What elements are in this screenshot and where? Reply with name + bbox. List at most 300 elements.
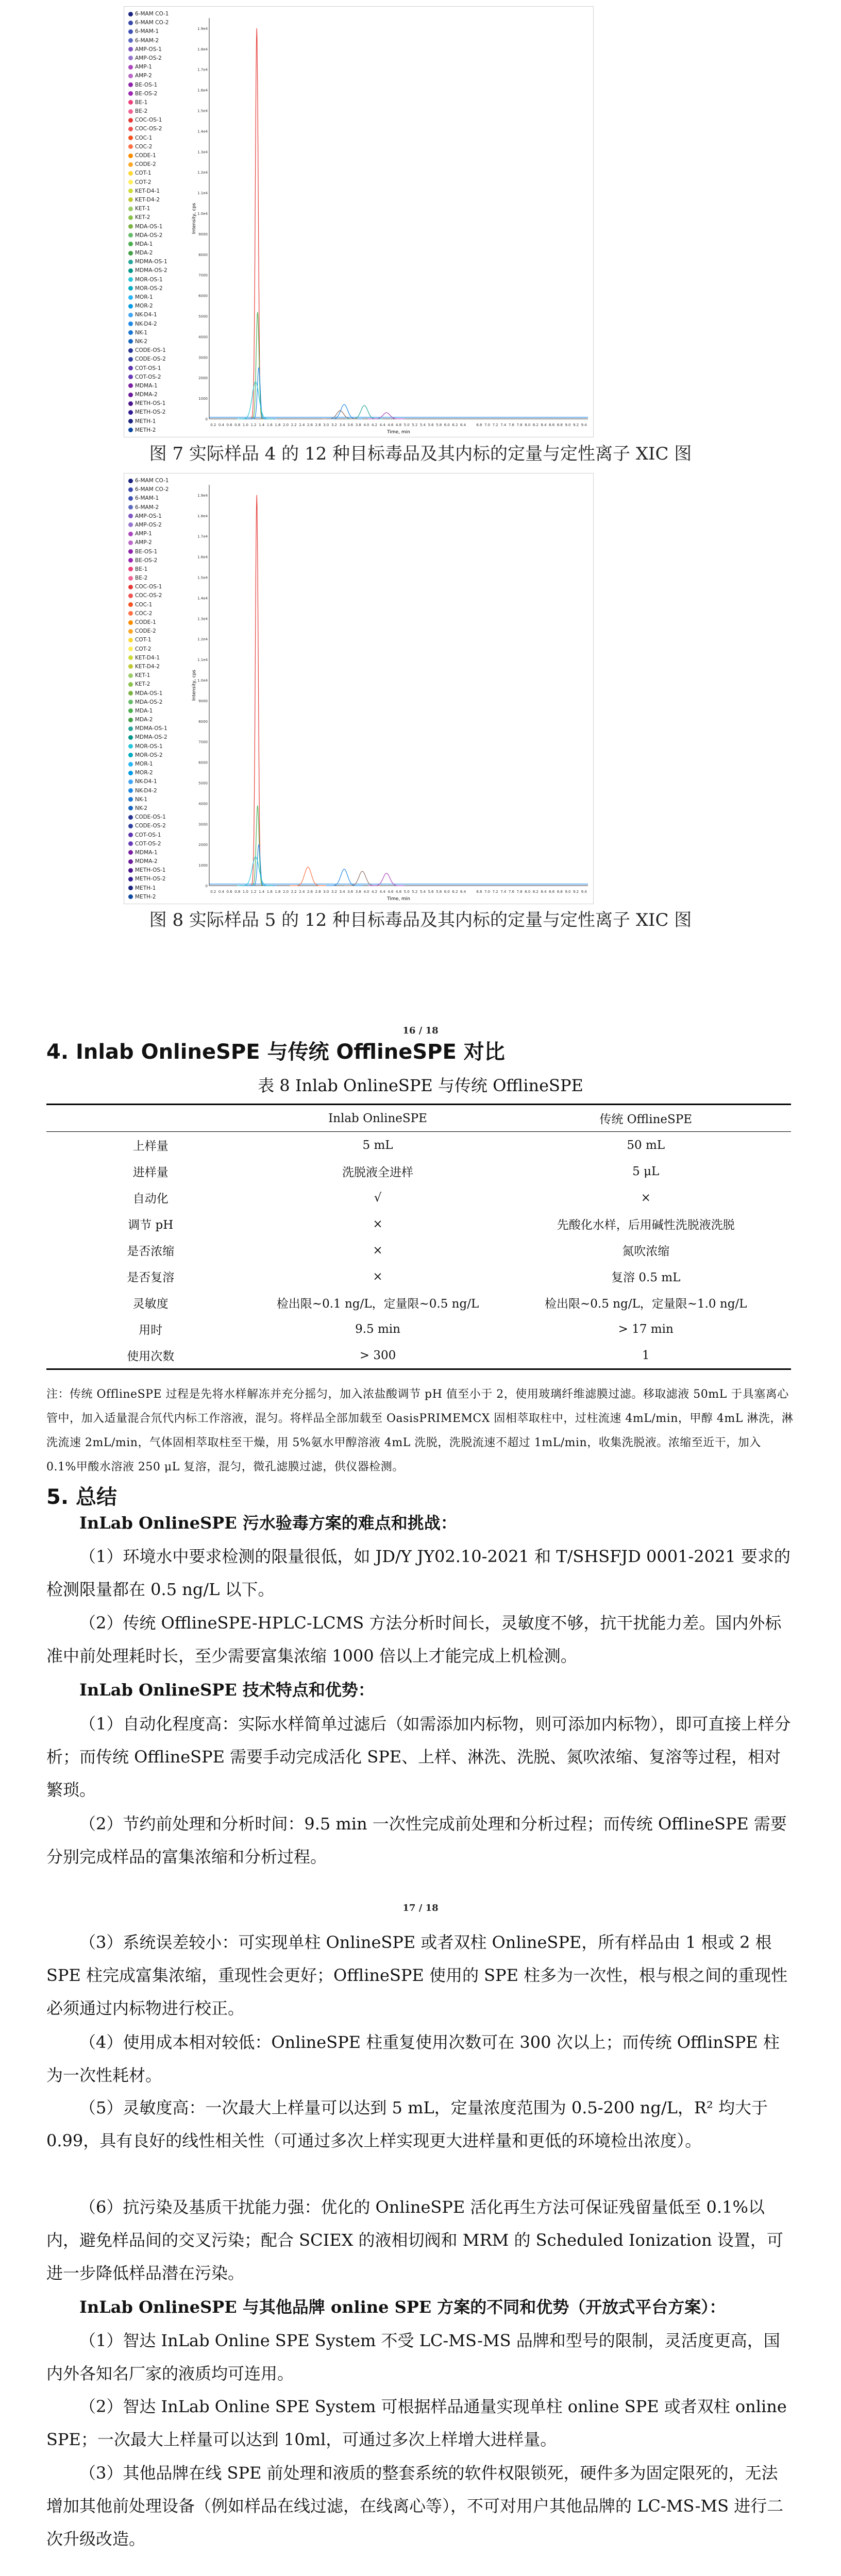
legend-label: AMP-1 xyxy=(135,531,152,537)
legend-swatch-icon xyxy=(128,522,133,527)
x-tick-label: 1.2 xyxy=(250,890,257,894)
header-cell: 传统 OfflineSPE xyxy=(599,1113,693,1126)
x-tick-label: 0.2 xyxy=(210,423,216,427)
legend-label: KET-D4-1 xyxy=(135,188,160,194)
legend-swatch-icon xyxy=(128,127,133,131)
x-tick-label: 7.8 xyxy=(516,423,523,427)
legend-label: CODE-OS-2 xyxy=(135,356,166,363)
table-note: 注：传统 OfflineSPE 过程是先将水样解冻并充分摇匀，加入浓盐酸调节 pH 值至小于 2，使用玻璃纤维滤膜过滤。移取滤液 50mL 于具塞离心管中，加入适量混合氘代内标工作溶液，混匀。将样品全部加载至 OasisPRIMEMCX 固相萃取柱中，过柱流速 4mL/min，甲醇 4mL 淋洗，淋洗流速 2mL/min，气体固相萃取柱至干燥，用 5%氨水甲醇溶液 4mL 洗脱，洗脱流速不超过 1mL/min，收集洗脱液。浓缩至近干，加入 0.1%甲酸水溶液 250 μL 复溶，混匀，微孔滤膜过滤，供仪器检测。 xyxy=(46,1388,794,1473)
legend-item xyxy=(128,663,206,671)
legend-swatch-icon xyxy=(128,144,133,149)
x-tick-label: 0.4 xyxy=(218,423,225,427)
legend-item xyxy=(128,116,206,125)
table-cell: 5 mL xyxy=(362,1138,393,1152)
legend-label: AMP-OS-2 xyxy=(135,55,162,61)
legend-item xyxy=(128,645,206,654)
x-tick-label: 4.4 xyxy=(379,890,385,894)
y-tick-label: 2000 xyxy=(198,376,208,381)
legend-item xyxy=(128,178,206,187)
table-cell: 调节 pH xyxy=(128,1218,174,1232)
x-tick-label: 8.2 xyxy=(532,890,539,894)
paragraph: （3）系统误差较小：可实现单柱 OnlineSPE 或者双柱 OnlineSPE，所有样品由 1 根或 2 根 SPE 柱完成富集浓缩，重现性会更好；OfflineSPE 使用的 SPE 柱多为一次性，根与根之间的重现性必须通过内标物进行校正。 xyxy=(46,1933,788,2018)
x-tick-label: 2.8 xyxy=(315,890,321,894)
y-tick-label: 4000 xyxy=(198,802,208,806)
legend-item xyxy=(128,37,206,45)
legend-item xyxy=(128,804,206,813)
y-tick-label: 8000 xyxy=(198,252,208,257)
legend-item xyxy=(128,707,206,716)
x-tick-label: 6.2 xyxy=(452,890,458,894)
legend-label: 6-MAM-1 xyxy=(135,495,159,502)
page-number-16: 16 / 18 xyxy=(402,1025,439,1036)
x-tick-label: 4.0 xyxy=(363,890,369,894)
x-tick-label: 3.4 xyxy=(339,890,345,894)
y-tick-label: 1.9e4 xyxy=(197,26,208,31)
legend-swatch-icon xyxy=(128,268,133,273)
x-tick-label: 5.2 xyxy=(412,890,418,894)
legend-item xyxy=(128,284,206,293)
x-tick-label: 2.8 xyxy=(315,423,321,427)
x-tick-label: 2.0 xyxy=(282,890,289,894)
legend-swatch-icon xyxy=(128,894,133,899)
table-cell: × xyxy=(373,1269,383,1283)
legend-swatch-icon xyxy=(128,496,133,501)
y-tick-label: 3000 xyxy=(198,355,208,360)
legend-item xyxy=(128,346,206,355)
legend-label: BE-1 xyxy=(135,99,148,106)
legend-label: MDA-1 xyxy=(135,707,153,714)
legend-swatch-icon xyxy=(128,726,133,731)
legend-swatch-icon xyxy=(128,233,133,238)
y-tick-label: 9000 xyxy=(198,699,208,703)
legend-swatch-icon xyxy=(128,655,133,660)
legend-label: 6-MAM CO-2 xyxy=(135,486,169,493)
y-tick-label: 1.0e4 xyxy=(197,679,208,683)
y-tick-label: 9000 xyxy=(198,232,208,236)
series-peak-meth-1 xyxy=(368,413,405,419)
legend-item xyxy=(128,689,206,698)
legend-label: AMP-1 xyxy=(135,64,152,71)
legend-swatch-icon xyxy=(128,611,133,616)
legend-label: COT-1 xyxy=(135,170,152,177)
x-tick-label: 8.4 xyxy=(541,890,547,894)
legend-label: MDA-1 xyxy=(135,241,153,247)
table-row xyxy=(46,1158,791,1184)
legend-swatch-icon xyxy=(128,788,133,793)
legend-swatch-icon xyxy=(128,357,133,362)
legend-item xyxy=(128,98,206,107)
x-tick-label: 1.4 xyxy=(259,423,265,427)
legend-item xyxy=(128,671,206,680)
x-tick-label: 5.0 xyxy=(403,423,410,427)
legend-swatch-icon xyxy=(128,620,133,625)
legend-swatch-icon xyxy=(128,135,133,140)
legend-swatch-icon xyxy=(128,82,133,87)
x-tick-label: 5.0 xyxy=(403,890,410,894)
legend-swatch-icon xyxy=(128,558,133,563)
legend-swatch-icon xyxy=(128,735,133,740)
x-tick-label: 9.2 xyxy=(573,890,579,894)
legend-swatch-icon xyxy=(128,841,133,846)
legend-item xyxy=(128,151,206,160)
legend-label: MOR-2 xyxy=(135,303,153,310)
y-axis-label: Intensity, cps xyxy=(192,202,197,234)
x-tick-label: 4.6 xyxy=(388,890,394,894)
legend-swatch-icon xyxy=(128,549,133,554)
legend-swatch-icon xyxy=(128,242,133,246)
legend-swatch-icon xyxy=(128,189,133,193)
legend-label: BE-OS-2 xyxy=(135,90,158,97)
table-cell: 检出限~0.5 ng/L，定量限~1.0 ng/L xyxy=(545,1297,747,1311)
legend-item xyxy=(128,169,206,178)
legend-swatch-icon xyxy=(128,91,133,96)
legend-swatch-icon xyxy=(128,833,133,837)
legend-label: NK-D4-2 xyxy=(135,320,157,327)
legend-swatch-icon xyxy=(128,806,133,810)
y-tick-label: 2000 xyxy=(198,843,208,848)
legend-swatch-icon xyxy=(128,197,133,202)
legend-item xyxy=(128,355,206,364)
x-tick-label: 8.8 xyxy=(557,423,563,427)
legend-label: COT-2 xyxy=(135,646,152,652)
legend-label: 6-MAM CO-1 xyxy=(135,478,169,484)
comparison-table xyxy=(46,1104,791,1370)
x-tick-label: 8.2 xyxy=(532,423,539,427)
table-row xyxy=(46,1290,791,1316)
y-tick-label: 0 xyxy=(205,884,208,888)
legend-swatch-icon xyxy=(128,682,133,687)
legend-swatch-icon xyxy=(128,886,133,890)
x-tick-label: 7.0 xyxy=(484,890,491,894)
subheading-challenges: InLab OnlineSPE 污水验毒方案的难点和挑战： xyxy=(79,1513,457,1533)
table-cell: 先酸化水样，后用碱性洗脱液洗脱 xyxy=(557,1218,735,1232)
legend-swatch-icon xyxy=(128,38,133,43)
x-tick-label: 1.8 xyxy=(275,890,281,894)
x-tick-label: 1.8 xyxy=(275,423,281,427)
legend-swatch-icon xyxy=(128,771,133,775)
x-tick-label: 4.6 xyxy=(388,423,394,427)
legend-label: COC-OS-1 xyxy=(135,117,162,124)
legend-item xyxy=(128,196,206,205)
table-cell: 洗脱液全进样 xyxy=(342,1166,414,1179)
legend-swatch-icon xyxy=(128,700,133,704)
x-tick-label: 6.8 xyxy=(476,423,482,427)
y-tick-label: 6000 xyxy=(198,760,208,765)
legend-label: CODE-1 xyxy=(135,152,156,159)
table-cell: × xyxy=(373,1217,383,1231)
x-tick-label: 3.6 xyxy=(347,890,354,894)
legend-label: CODE-OS-1 xyxy=(135,814,166,821)
legend-item xyxy=(128,240,206,249)
legend-label: NK-D4-1 xyxy=(135,778,157,785)
x-tick-label: 0.4 xyxy=(218,890,225,894)
x-tick-label: 8.4 xyxy=(541,423,547,427)
x-axis-label: Time, min xyxy=(387,430,410,435)
legend-item xyxy=(128,364,206,373)
x-tick-label: 4.8 xyxy=(395,890,402,894)
table-row xyxy=(46,1184,791,1211)
legend-item xyxy=(128,724,206,733)
x-tick-label: 1.6 xyxy=(266,423,273,427)
legend-item xyxy=(128,10,206,19)
legend-item xyxy=(128,849,206,857)
legend-swatch-icon xyxy=(128,576,133,581)
x-tick-label: 6.4 xyxy=(460,890,466,894)
x-tick-label: 9.0 xyxy=(565,423,571,427)
legend-label: MDMA-1 xyxy=(135,382,158,389)
legend-swatch-icon xyxy=(128,251,133,256)
legend-item xyxy=(128,875,206,884)
y-tick-label: 1.7e4 xyxy=(197,534,208,539)
x-tick-label: 9.0 xyxy=(565,890,571,894)
y-axis-label: Intensity, cps xyxy=(192,669,197,701)
legend-label: NK-1 xyxy=(135,329,148,336)
legend-label: NK-D4-1 xyxy=(135,312,157,318)
legend-label: AMP-OS-2 xyxy=(135,521,162,528)
legend-item xyxy=(128,574,206,583)
legend-swatch-icon xyxy=(128,815,133,820)
table-cell: 氮吹浓缩 xyxy=(622,1245,670,1258)
legend-swatch-icon xyxy=(128,260,133,264)
legend-swatch-icon xyxy=(128,410,133,415)
series-peak-mor-1 xyxy=(240,312,276,419)
legend-item xyxy=(128,716,206,724)
x-tick-label: 6.2 xyxy=(452,423,458,427)
chart-legend-2 xyxy=(128,477,206,902)
series-peak-mda-1 xyxy=(326,404,362,419)
table-cell: 复溶 0.5 mL xyxy=(611,1271,681,1284)
y-tick-label: 4000 xyxy=(198,335,208,340)
x-tick-label: 5.8 xyxy=(436,423,442,427)
legend-swatch-icon xyxy=(128,12,133,16)
legend-item xyxy=(128,249,206,258)
legend-item xyxy=(128,512,206,521)
x-tick-label: 3.0 xyxy=(323,890,329,894)
legend-label: MOR-1 xyxy=(135,294,153,300)
header-cell xyxy=(46,1105,255,1132)
y-tick-label: 1.2e4 xyxy=(197,171,208,175)
y-tick-label: 1.3e4 xyxy=(197,617,208,621)
legend-swatch-icon xyxy=(128,339,133,344)
legend-label: METH-OS-2 xyxy=(135,409,166,416)
legend-label: NK-2 xyxy=(135,805,148,811)
legend-label: MOR-2 xyxy=(135,770,153,776)
table-cell: 检出限~0.1 ng/L，定量限~0.5 ng/L xyxy=(276,1297,479,1311)
legend-item xyxy=(128,893,206,902)
y-tick-label: 1.6e4 xyxy=(197,88,208,93)
legend-label: METH-1 xyxy=(135,885,156,891)
x-tick-label: 2.0 xyxy=(282,423,289,427)
legend-label: AMP-OS-1 xyxy=(135,46,162,53)
legend-item xyxy=(128,187,206,196)
paragraph: （2）智达 InLab Online SPE System 可根据样品通量实现单柱 online SPE 或者双柱 online SPE；一次最大上样量可以达到 10ml，可通过多次上样增大进样量。 xyxy=(46,2397,787,2449)
table-header-row xyxy=(46,1105,791,1132)
legend-item xyxy=(128,556,206,565)
legend-item xyxy=(128,223,206,231)
x-tick-label: 6.0 xyxy=(444,423,450,427)
legend-item xyxy=(128,840,206,849)
legend-label: AMP-OS-1 xyxy=(135,513,162,519)
y-tick-label: 1.8e4 xyxy=(197,47,208,52)
legend-item xyxy=(128,258,206,266)
legend-item xyxy=(128,408,206,417)
legend-label: 6-MAM-2 xyxy=(135,37,159,44)
legend-label: METH-2 xyxy=(135,893,156,900)
x-tick-label: 1.0 xyxy=(242,423,248,427)
legend-label: MOR-OS-2 xyxy=(135,752,163,758)
paragraph: （1）环境水中要求检测的限量很低，如 JD/Y JY02.10-2021 和 T/SHSFJD 0001-2021 要求的检测限量都在 0.5 ng/L 以下。 xyxy=(46,1547,790,1599)
x-tick-label: 3.8 xyxy=(355,423,361,427)
series-peak-6-mam-co-1 xyxy=(239,28,275,419)
x-tick-label: 5.8 xyxy=(436,890,442,894)
x-tick-label: 6.8 xyxy=(476,890,482,894)
legend-item xyxy=(128,822,206,831)
legend-label: KET-D4-2 xyxy=(135,196,160,203)
legend-item xyxy=(128,627,206,636)
section4-title: 4. Inlab OnlineSPE 与传统 OfflineSPE 对比 xyxy=(46,1040,505,1064)
subheading-advantages: InLab OnlineSPE 技术特点和优势： xyxy=(79,1680,375,1700)
legend-swatch-icon xyxy=(128,393,133,397)
x-tick-label: 6.0 xyxy=(444,890,450,894)
legend-swatch-icon xyxy=(128,313,133,317)
legend-swatch-icon xyxy=(128,215,133,220)
legend-label: CODE-2 xyxy=(135,161,156,168)
legend-label: METH-2 xyxy=(135,427,156,433)
x-tick-label: 7.2 xyxy=(492,890,498,894)
legend-swatch-icon xyxy=(128,602,133,607)
table-cell: 进样量 xyxy=(132,1166,169,1179)
xic-chart-sample5 xyxy=(124,473,594,904)
x-tick-label: 7.2 xyxy=(492,423,498,427)
legend-swatch-icon xyxy=(128,585,133,589)
y-tick-label: 1.9e4 xyxy=(197,493,208,498)
table-cell: 5 μL xyxy=(632,1164,660,1178)
legend-item xyxy=(128,601,206,609)
legend-item xyxy=(128,266,206,275)
paragraph: （5）灵敏度高：一次最大上样量可以达到 5 mL，定量浓度范围为 0.5-200 ng/L，R² 均大于 0.99，具有良好的线性相关性（可通过多次上样实现更大进样量和更低的环境检出浓度）。 xyxy=(46,2098,768,2150)
x-tick-label: 0.8 xyxy=(234,423,241,427)
legend-swatch-icon xyxy=(128,505,133,510)
legend-label: KET-D4-1 xyxy=(135,654,160,661)
legend-label: MDA-OS-2 xyxy=(135,699,163,705)
table-cell: > 300 xyxy=(359,1348,396,1362)
legend-item xyxy=(128,81,206,90)
legend-label: COT-1 xyxy=(135,637,152,643)
chart-legend-1 xyxy=(128,10,206,435)
table-cell: 是否复溶 xyxy=(127,1271,175,1284)
x-tick-label: 1.0 xyxy=(242,890,248,894)
legend-item xyxy=(128,337,206,346)
legend-label: COT-OS-2 xyxy=(135,840,161,847)
x-tick-label: 6.4 xyxy=(460,423,466,427)
y-tick-label: 7000 xyxy=(198,740,208,744)
legend-item xyxy=(128,45,206,54)
x-tick-label: 2.6 xyxy=(307,890,313,894)
legend-item xyxy=(128,426,206,435)
legend-swatch-icon xyxy=(128,797,133,802)
legend-label: MDMA-OS-2 xyxy=(135,267,167,274)
y-tick-label: 1.2e4 xyxy=(197,637,208,642)
section5-title: 5. 总结 xyxy=(46,1485,117,1509)
table-cell: 是否浓缩 xyxy=(127,1245,175,1258)
x-tick-label: 4.2 xyxy=(372,423,378,427)
legend-label: MOR-OS-1 xyxy=(135,743,163,750)
series-peak-mor-1 xyxy=(240,805,276,886)
x-tick-label: 3.8 xyxy=(355,890,361,894)
legend-swatch-icon xyxy=(128,154,133,158)
x-tick-label: 5.2 xyxy=(412,423,418,427)
legend-swatch-icon xyxy=(128,47,133,52)
table-cell: > 17 min xyxy=(618,1322,674,1336)
legend-item xyxy=(128,311,206,319)
legend-label: AMP-2 xyxy=(135,73,152,79)
y-tick-label: 0 xyxy=(205,417,208,421)
table-cell: 灵敏度 xyxy=(132,1297,169,1311)
legend-item xyxy=(128,565,206,574)
x-tick-label: 8.8 xyxy=(557,890,563,894)
legend-item xyxy=(128,63,206,72)
legend-label: NK-2 xyxy=(135,338,148,345)
x-tick-label: 4.4 xyxy=(379,423,385,427)
xic-chart-sample4 xyxy=(124,6,594,437)
y-tick-label: 1000 xyxy=(198,863,208,868)
x-tick-label: 5.6 xyxy=(428,890,434,894)
legend-item xyxy=(128,680,206,689)
legend-label: CODE-OS-2 xyxy=(135,823,166,829)
legend-item xyxy=(128,373,206,382)
figure8-caption: 图 8 实际样品 5 的 12 种目标毒品及其内标的定量与定性离子 XIC 图 xyxy=(149,910,692,930)
legend-label: BE-OS-2 xyxy=(135,557,158,564)
y-tick-label: 7000 xyxy=(198,273,208,278)
legend-label: MDMA-OS-1 xyxy=(135,725,167,732)
legend-swatch-icon xyxy=(128,207,133,211)
legend-item xyxy=(128,107,206,116)
series-peak-ket-1 xyxy=(346,405,382,419)
legend-label: KET-2 xyxy=(135,214,150,221)
legend-item xyxy=(128,205,206,213)
paragraph: （2）传统 OfflineSPE-HPLC-LCMS 方法分析时间长，灵敏度不够，抗干扰能力差。国内外标准中前处理耗时长，至少需要富集浓缩 1000 倍以上才能完成上机检测。 xyxy=(46,1613,782,1666)
y-tick-label: 1.0e4 xyxy=(197,212,208,216)
legend-label: 6-MAM-1 xyxy=(135,28,159,35)
subheading-comparison: InLab OnlineSPE 与其他品牌 online SPE 方案的不同和优势（开放式平台方案）： xyxy=(79,2297,726,2317)
y-tick-label: 1.4e4 xyxy=(197,596,208,601)
legend-swatch-icon xyxy=(128,304,133,309)
paragraph: （6）抗污染及基质干扰能力强：优化的 OnlineSPE 活化再生方法可保证残留量低至 0.1%以内，避免样品间的交叉污染；配合 SCIEX 的液相切阀和 MRM 的 Scheduled Ionization 设置，可进一步降低样品潜在污染。 xyxy=(46,2197,783,2283)
legend-item xyxy=(128,636,206,645)
x-tick-label: 7.4 xyxy=(500,890,507,894)
legend-swatch-icon xyxy=(128,419,133,423)
legend-swatch-icon xyxy=(128,779,133,784)
table-row xyxy=(46,1263,791,1290)
x-tick-label: 0.8 xyxy=(234,890,241,894)
legend-item xyxy=(128,417,206,426)
paragraph: （1）自动化程度高：实际水样简单过滤后（如需添加内标物，则可添加内标物），即可直接上样分析；而传统 OfflineSPE 需要手动完成活化 SPE、上样、淋洗、洗脱、氮吹浓缩、复溶等过程，相对繁琐。 xyxy=(46,1714,791,1800)
legend-label: MDMA-2 xyxy=(135,858,158,865)
legend-item xyxy=(128,494,206,503)
legend-swatch-icon xyxy=(128,295,133,300)
table8-caption: 表 8 Inlab OnlineSPE 与传统 OfflineSPE xyxy=(258,1076,583,1095)
legend-swatch-icon xyxy=(128,383,133,388)
legend-item xyxy=(128,391,206,399)
legend-label: MDMA-OS-2 xyxy=(135,734,167,741)
legend-item xyxy=(128,213,206,222)
y-tick-label: 5000 xyxy=(198,781,208,786)
legend-swatch-icon xyxy=(128,428,133,432)
legend-label: MDMA-1 xyxy=(135,849,158,856)
legend-swatch-icon xyxy=(128,56,133,60)
x-tick-label: 0.2 xyxy=(210,890,216,894)
legend-swatch-icon xyxy=(128,567,133,571)
